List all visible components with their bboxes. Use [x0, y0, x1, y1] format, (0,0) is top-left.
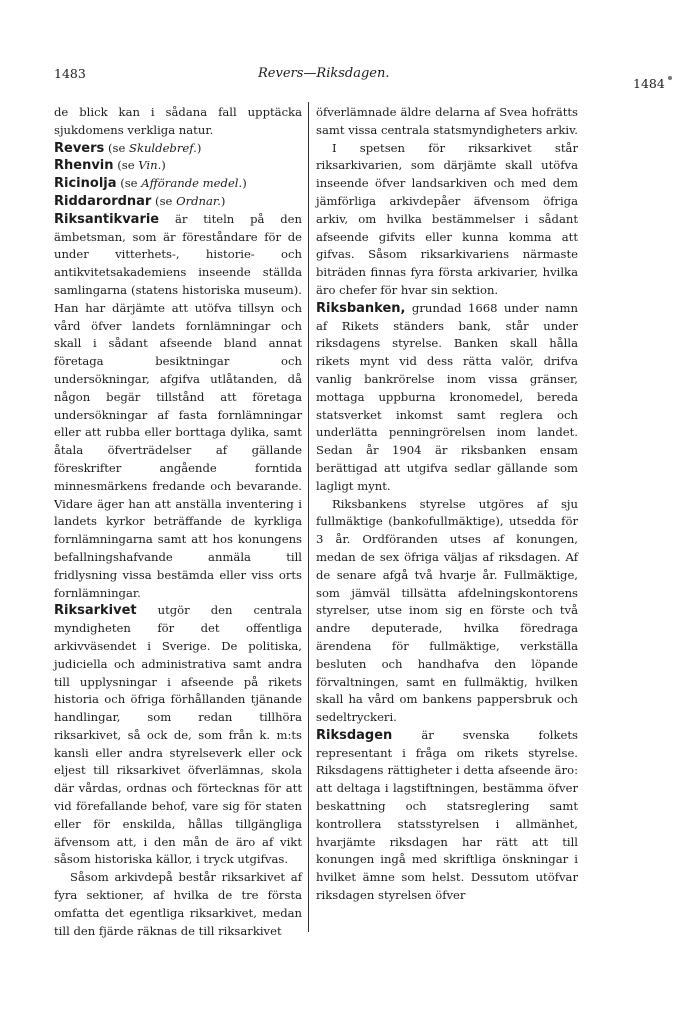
entry-riksbanken [316, 300, 578, 496]
running-title: Revers—Riksdagen. [258, 66, 390, 81]
headword: Riksantikvarie [54, 211, 160, 227]
headword: Riddarordnar [54, 193, 152, 209]
paragraph-arkivdepa: Såsom arkivdepå består riksarkivet af fyra sektioner, af hvilka de tre första omfatta det egentliga riksarkivet, medan till den fjärde räknas de till riksarkivet [54, 870, 302, 938]
see-suffix: ) [196, 140, 202, 155]
paragraph-styrelse: Riksbankens styrelse utgöres af sju fullmäktige (bankofullmäktige), utsedda för 3 år. Ordföranden utses af konungen, medan de sex öfriga väljas af riksdagen. Af de senare afgå två hvarje år. Fullmäktige, som jämväl tillsätta afdelningskontorens styrelser, utse inom sig en förste och två andre deputerade, hvilka föredraga ärendena för fullmäktige, verkställa besluten och handhafva den löpande förvaltningen, samt en fullmäktig, hvilken skall ha vård om bankens pappersbruk och sedeltryckeri. [316, 496, 578, 725]
left-column [54, 104, 302, 940]
entry-riddarordnar [54, 193, 302, 211]
headword: Rhenvin [54, 158, 114, 174]
paragraph-riksarkivarien: I spetsen för riksarkivet står riksarkivarien, som därjämte skall utöfva inseende öfver landsarkiven och med dem jämförliga arkivdepåer äfvensom öfriga arkiv, om hvilka bestämmelser i sådant afseende gifvits eller kunna komma att gifvas. Såsom riksarkivariens närmaste biträden finnas fyra första arkivarier, hvilka äro chefer för hvar sin sektion. [316, 140, 578, 297]
continued-paragraph: öfverlämnade äldre delarna af Svea hofrätts samt vissa centrala statsmyndigheters arkiv. [316, 105, 578, 137]
entry-riksarkivet [54, 602, 302, 869]
entry-text: är svenska folkets representant i fråga om rikets styrelse. Riksdagens rättigheter i detta afseende äro: att deltaga i lagstiftningen, bestämma öfver beskattning och statsreglering samt kontrollera statsstyrelsen i allmänhet, hvarjämte riksdagen har rätt att till konungen ingå med skriftliga önskningar i hvilket ämne som helst. Dessutom utöfvar riksdagen styrelsen öfver [316, 727, 578, 903]
cross-reference: Vin. [138, 158, 162, 173]
see-suffix: ) [220, 193, 226, 208]
headword: Riksdagen [316, 727, 393, 743]
entry-text: är titeln på den ämbetsman, som är föreståndare för de under vitterhets-, historie- och antikvitetsakademiens inseende ställda samlingarna (statens historiska museum). Han har därjämte att utöfva tillsyn och vård öfver landets fornlämningar och skall i sådant afseende bland annat företaga besiktningar och undersökningar, afgifva utlåtanden, då någon begär tillstånd att företaga undersökningar af fasta fornlämningar eller att rubba eller borttaga dylika, samt åtala öfverträdelser af gällande föreskrifter angående forntida minnesmärkens fredande och bevarande. Vidare äger han att anställa inventering i landets kyrkor beträffande de kyrkliga fornlämningarna samt att hos konungens befallningshafvande anmäla till fridlysning vissa bestämda eller viss orts fornlämningar. [54, 211, 302, 600]
page-header [0, 62, 685, 90]
see-prefix: (se [107, 140, 129, 155]
see-prefix: (se [155, 193, 177, 208]
headword: Revers [54, 140, 105, 156]
continued-paragraph: de blick kan i sådana fall upptäcka sjukdomens verkliga natur. [54, 105, 302, 137]
see-suffix: ) [242, 176, 247, 191]
entry-riksdagen [316, 727, 578, 905]
entry-rhenvin [54, 157, 302, 175]
see-prefix: (se [117, 158, 139, 173]
right-column [316, 104, 578, 905]
entry-text: grundad 1668 under namn af Rikets ständers bank, står under riksdagens styrelse. Banken skall hålla rikets mynt vid dess rätta valör, drifva vanlig bankrörelse inom vissa gränser, mottaga uppburna kronomedel, bereda statsverket inkomst samt reglera och underlätta penningrörelsen inom landet. Sedan år 1904 är riksbanken ensam berättigad att utgifva sedlar gällande som lagligt mynt. [316, 300, 578, 493]
entry-ricinolja [54, 175, 302, 193]
page-number-left: 1483 [54, 66, 86, 81]
ink-speck [668, 76, 672, 80]
see-suffix: ) [161, 158, 166, 173]
headword: Riksarkivet [54, 603, 137, 619]
entry-riksantikvarie [54, 211, 302, 603]
page-number-right: 1484 [633, 76, 665, 91]
headword: Ricinolja [54, 176, 117, 192]
entry-text: utgör den centrala myndigheten för det offentliga arkivväsendet i Sverige. De politiska, judiciella och administrativa samt andra till upplysningar i afseende på rikets historia och öfriga förhållanden tjänande handlingar, som redan tillhöra riksarkivet, så ock de, som från k. m:ts kansli eller andra styrelseverk eller ock eljest till riksarkivet öfverlämnas, skola där vårdas, ordnas och förtecknas för att vid förefallande behof, vare sig för staten eller för enskilda, hållas tillgängliga äfvensom att, i den mån de äro af vikt såsom historiska källor, i tryck utgifvas. [54, 603, 302, 867]
see-prefix: (se [120, 176, 142, 191]
headword: Riksbanken, [316, 300, 406, 316]
cross-reference: Afförande medel. [141, 176, 243, 191]
column-divider [308, 102, 309, 932]
cross-reference: Skuldebref. [129, 140, 197, 155]
entry-revers [54, 140, 302, 158]
cross-reference: Ordnar. [176, 193, 221, 208]
